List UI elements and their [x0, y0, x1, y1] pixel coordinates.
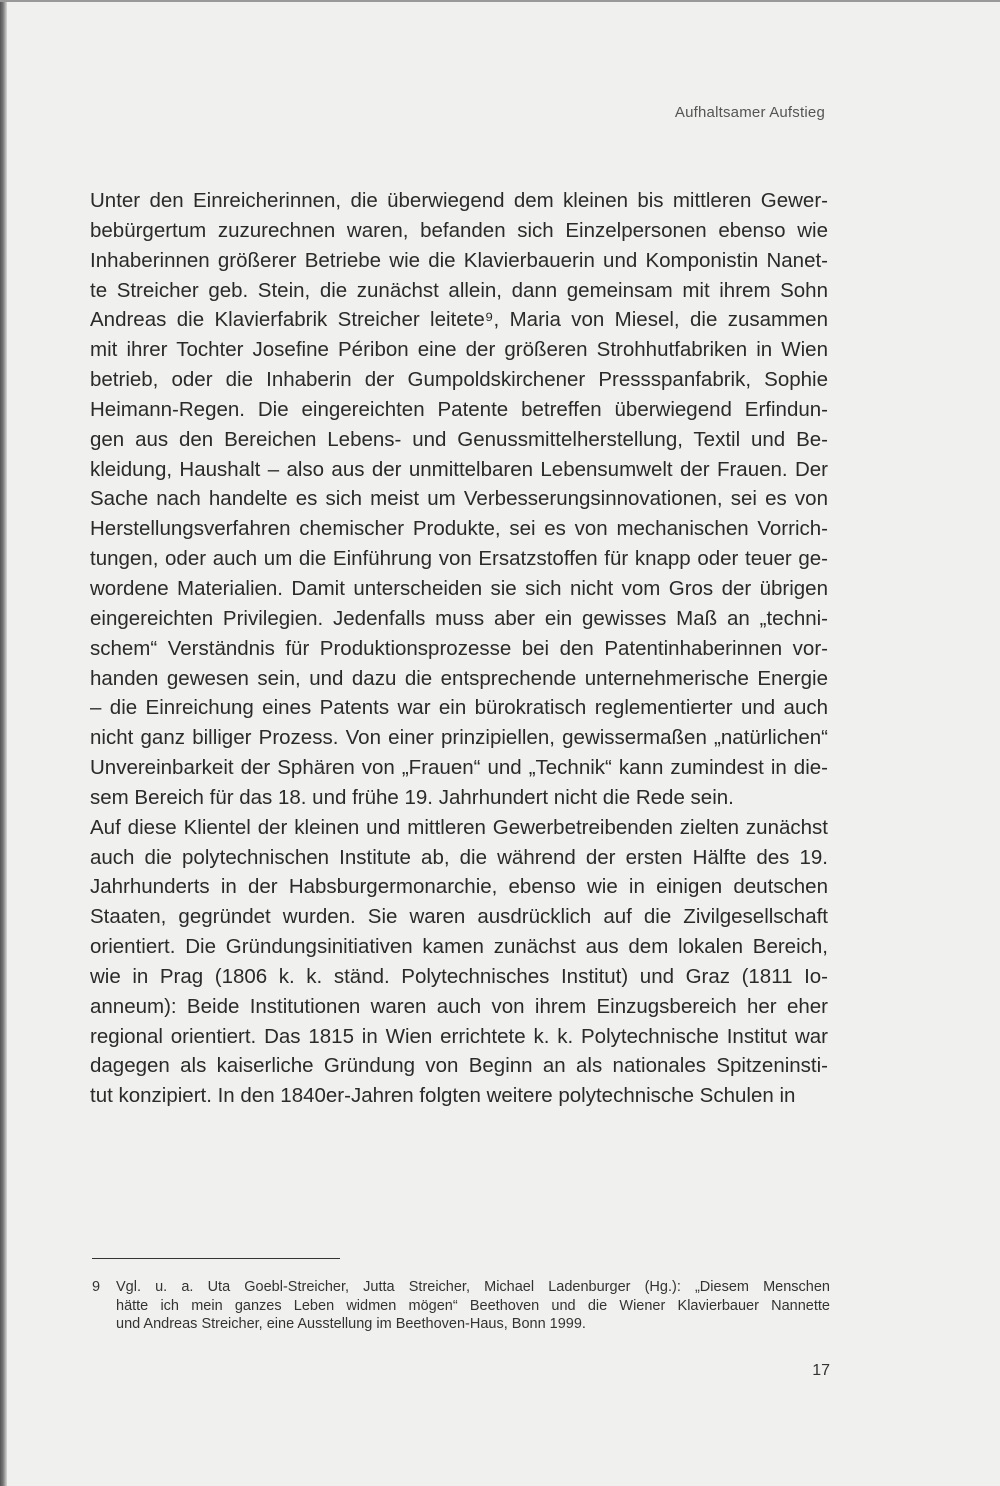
body-text	[90, 186, 828, 1111]
paragraph-2	[90, 813, 828, 1111]
text-line: Sache nach handelte es sich meist um Verbesserungsinnovationen, sei es von	[90, 487, 828, 511]
text-line: Unvereinbarkeit der Sphären von „Frauen“ und „Technik“ kann zumindest in die-	[90, 756, 828, 780]
text-line: tut konzipiert. In den 1840er-Jahren folgten weitere polytechnische Schulen in	[90, 1084, 796, 1108]
text-line: Andreas die Klavierfabrik Streicher leitete⁹, Maria von Miesel, die zusammen	[90, 308, 828, 332]
text-line: te Streicher geb. Stein, die zunächst allein, dann gemeinsam mit ihrem Sohn	[90, 278, 828, 302]
footnote	[92, 1278, 830, 1334]
text-line: Heimann-Regen. Die eingereichten Patente betreffen überwiegend Erfindun-	[90, 397, 828, 421]
text-line: bebürgertum zuzurechnen waren, befanden sich Einzelpersonen ebenso wie	[90, 218, 828, 242]
footnote-number: 9	[92, 1279, 101, 1295]
text-line: Staaten, gegründet wurden. Sie waren ausdrücklich auf die Zivilgesellschaft	[90, 905, 828, 929]
text-line: wordene Materialien. Damit unterscheiden sie sich nicht vom Gros der übrigen	[90, 576, 828, 600]
page-number: 17	[812, 1362, 830, 1379]
paragraph-1	[90, 186, 828, 813]
running-head: Aufhaltsamer Aufstieg	[674, 104, 825, 121]
text-line: regional orientiert. Das 1815 in Wien errichtete k. k. Polytechnische Institut war	[90, 1024, 828, 1048]
text-line: sem Bereich für das 18. und frühe 19. Jahrhundert nicht die Rede sein.	[90, 785, 734, 809]
text-line: dagegen als kaiserliche Gründung von Beginn an als nationales Spitzeninsti-	[90, 1054, 828, 1078]
text-line: anneum): Beide Institutionen waren auch von ihrem Einzugsbereich her eher	[90, 994, 828, 1018]
page-edge-shadow	[0, 0, 7, 1486]
footnote-line: und Andreas Streicher, eine Ausstellung im Beethoven-Haus, Bonn 1999.	[116, 1316, 586, 1332]
text-line: tungen, oder auch um die Einführung von Ersatzstoffen für knapp oder teuer ge-	[90, 547, 828, 571]
text-line: auch die polytechnischen Institute ab, die während der ersten Hälfte des 19.	[90, 845, 828, 869]
page-edge-top	[0, 0, 1000, 2]
text-line: schem“ Verständnis für Produktionsprozesse bei den Patentinhaberinnen vor-	[90, 636, 828, 660]
text-line: kleidung, Haushalt – also aus der unmittelbaren Lebensumwelt der Frauen. Der	[90, 457, 828, 481]
footnote-line: Vgl. u. a. Uta Goebl-Streicher, Jutta Streicher, Michael Ladenburger (Hg.): „Diesem Menschen	[116, 1279, 830, 1295]
text-line: mit ihrer Tochter Josefine Péribon eine der größeren Strohhutfabriken in Wien	[90, 338, 828, 362]
text-line: Jahrhunderts in der Habsburgermonarchie, ebenso wie in einigen deutschen	[90, 875, 828, 899]
text-line: Unter den Einreicherinnen, die überwiegend dem kleinen bis mittleren Gewer-	[90, 189, 828, 212]
text-line: nicht ganz billiger Prozess. Von einer prinzipiellen, gewissermaßen „natürlichen“	[90, 726, 828, 750]
text-line: – die Einreichung eines Patents war ein bürokratisch reglementierter und auch	[90, 696, 828, 720]
text-line: wie in Prag (1806 k. k. ständ. Polytechnisches Institut) und Graz (1811 Io-	[90, 964, 828, 988]
text-line: gen aus den Bereichen Lebens- und Genussmittelherstellung, Textil und Be-	[90, 427, 828, 451]
text-line: handen gewesen sein, und dazu die entsprechende unternehmerische Energie	[90, 666, 828, 690]
text-line: Auf diese Klientel der kleinen und mittleren Gewerbetreibenden zielten zunächst	[90, 815, 828, 839]
text-line: orientiert. Die Gründungsinitiativen kamen zunächst aus dem lokalen Bereich,	[90, 935, 828, 959]
text-line: betrieb, oder die Inhaberin der Gumpoldskirchener Pressspanfabrik, Sophie	[90, 368, 828, 392]
text-line: Inhaberinnen größerer Betriebe wie die Klavierbauerin und Komponistin Nanet-	[90, 248, 828, 272]
text-line: Herstellungsverfahren chemischer Produkte, sei es von mechanischen Vorrich-	[90, 517, 828, 541]
footnote-text	[116, 1278, 830, 1334]
footnote-line: hätte ich mein ganzes Leben widmen mögen“ Beethoven und die Wiener Klavierbauer Nannette	[116, 1297, 830, 1314]
footnote-rule	[92, 1258, 340, 1259]
text-line: eingereichten Privilegien. Jedenfalls muss aber ein gewisses Maß an „techni-	[90, 606, 828, 630]
